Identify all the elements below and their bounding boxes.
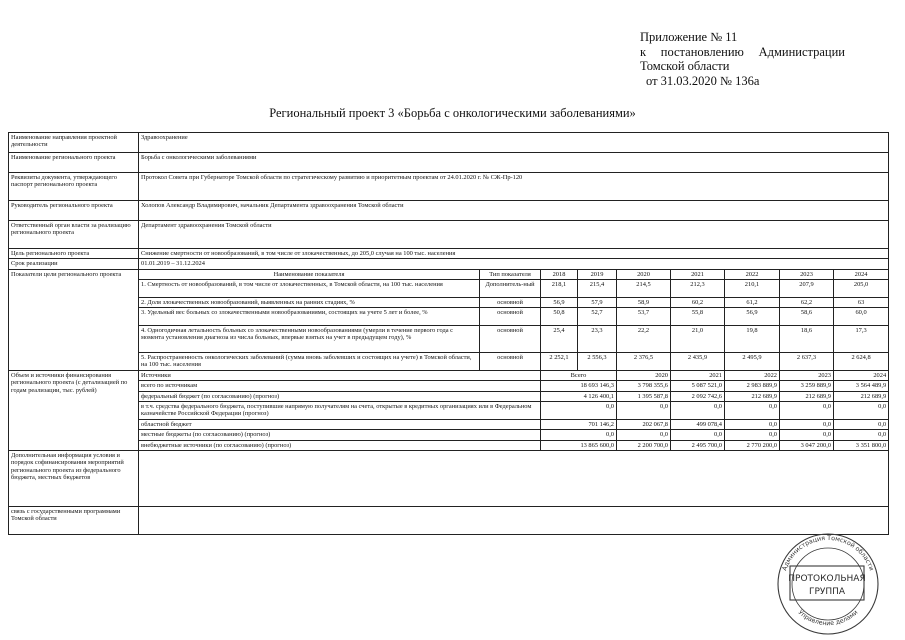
finance-value: 0,0	[617, 402, 671, 420]
indicator-header-year: 2022	[725, 269, 780, 279]
indicator-value: 207,9	[780, 279, 834, 297]
finance-source: местные бюджеты (по согласованию) (прогноз)	[139, 430, 541, 440]
finance-header-year: 2020	[617, 371, 671, 381]
finance-value: 0,0	[617, 430, 671, 440]
annex-line-3: Томской области	[640, 59, 730, 73]
row-direction	[9, 133, 889, 153]
value-requisites: Протокол Совета при Губернаторе Томской области по стратегическому развитию и приоритетным проектам от 24.01.2020 г. № СЖ-Пр-120	[139, 173, 889, 201]
finance-value: 0,0	[671, 430, 725, 440]
finance-source: в т.ч. средства федерального бюджета, поступившие напрямую получателям на счета, открытые в кредитных организациях или в Федеральном казначействе Российской Федерации (прогноз)	[139, 402, 541, 420]
finance-header-year: 2023	[780, 371, 834, 381]
indicator-value: 21,0	[671, 326, 725, 353]
indicator-value: 50,8	[541, 308, 578, 326]
finance-value: 499 078,4	[671, 420, 725, 430]
indicator-row	[9, 326, 889, 353]
finance-row	[9, 440, 889, 450]
finance-row	[9, 391, 889, 401]
value-authority: Департамент здравоохранения Томской области	[139, 221, 889, 249]
finance-value: 2 983 889,9	[725, 381, 780, 391]
finance-source: внебюджетные источники (по согласованию) (прогноз)	[139, 440, 541, 450]
finance-value: 212 689,9	[780, 391, 834, 401]
finance-value: 202 067,8	[617, 420, 671, 430]
indicator-name: 4. Одногодичная летальность больных со злокачественными новообразованиями (умерли в течение первого года с момента установления диагноза из числа больных, впервые взятых на учет в предыдущем году), %	[139, 326, 480, 353]
indicator-value: 17,3	[834, 326, 889, 353]
finance-header-year: 2022	[725, 371, 780, 381]
indicator-type: основной	[480, 308, 541, 326]
indicator-header-year: 2018	[541, 269, 578, 279]
indicator-value: 18,6	[780, 326, 834, 353]
indicator-value: 63	[834, 297, 889, 307]
indicator-header-name: Наименование показателя	[139, 269, 480, 279]
label-authority: Ответственный орган власти за реализацию регионального проекта	[9, 221, 139, 249]
finance-total: 0,0	[541, 430, 617, 440]
indicator-value: 55,8	[671, 308, 725, 326]
finance-row	[9, 430, 889, 440]
indicator-value: 60,2	[671, 297, 725, 307]
row-links	[9, 506, 889, 534]
finance-value: 0,0	[780, 430, 834, 440]
row-period	[9, 259, 889, 269]
indicator-value: 61,2	[725, 297, 780, 307]
indicator-value: 2 435,9	[671, 353, 725, 371]
indicator-value: 23,3	[578, 326, 617, 353]
finance-value: 2 770 200,0	[725, 440, 780, 450]
finance-value: 0,0	[725, 402, 780, 420]
finance-value: 3 047 200,0	[780, 440, 834, 450]
indicator-type: основной	[480, 326, 541, 353]
passport-table	[8, 132, 889, 535]
finance-value: 2 092 742,6	[671, 391, 725, 401]
finance-value: 212 689,9	[725, 391, 780, 401]
annex-line-4: от 31.03.2020 № 136а	[646, 73, 760, 88]
stamp-ring-text: Администрация Томской области	[781, 534, 875, 572]
finance-value: 1 395 587,8	[617, 391, 671, 401]
finance-total: 13 865 600,0	[541, 440, 617, 450]
finance-value: 0,0	[780, 420, 834, 430]
annex-line-2	[640, 45, 845, 60]
finance-header-total: Всего	[541, 371, 617, 381]
label-goal: Цель регионального проекта	[9, 249, 139, 259]
indicator-value: 58,6	[780, 308, 834, 326]
indicator-header-type: Тип показателя	[480, 269, 541, 279]
indicator-value: 2 624,8	[834, 353, 889, 371]
finance-source: федеральный бюджет (по согласованию) (прогноз)	[139, 391, 541, 401]
finance-value: 5 087 521,0	[671, 381, 725, 391]
stamp-icon	[766, 526, 888, 636]
finance-value: 0,0	[834, 420, 889, 430]
indicator-value: 53,7	[617, 308, 671, 326]
finance-total: 701 146,2	[541, 420, 617, 430]
indicator-name: 3. Удельный вес больных со злокачественными новообразованиями, состоящих на учете 5 лет и более, %	[139, 308, 480, 326]
finance-row	[9, 420, 889, 430]
finance-header-row	[9, 371, 889, 381]
indicator-value: 2 252,1	[541, 353, 578, 371]
finance-total: 18 693 146,3	[541, 381, 617, 391]
indicator-value: 2 495,9	[725, 353, 780, 371]
row-project-name	[9, 153, 889, 173]
value-head: Холопов Александр Владимирович, начальник Департамента здравоохранения Томской области	[139, 201, 889, 221]
label-head: Руководитель регионального проекта	[9, 201, 139, 221]
value-direction: Здравоохранение	[139, 133, 889, 153]
finance-value: 2 200 700,0	[617, 440, 671, 450]
indicator-value: 2 637,3	[780, 353, 834, 371]
row-goal	[9, 249, 889, 259]
finance-value: 3 798 355,6	[617, 381, 671, 391]
indicator-type: Дополнитель-ный	[480, 279, 541, 297]
indicator-value: 62,2	[780, 297, 834, 307]
indicator-name: 1. Смертность от новообразований, в том числе от злокачественных, в Томской области, на 100 тыс. населения	[139, 279, 480, 297]
finance-value: 0,0	[725, 430, 780, 440]
annex-line-1: Приложение № 11	[640, 30, 738, 44]
indicator-header-year: 2021	[671, 269, 725, 279]
label-requisites: Реквизиты документа, утверждающего паспорт регионального проекта	[9, 173, 139, 201]
finance-header-year: 2021	[671, 371, 725, 381]
indicator-type: основной	[480, 353, 541, 371]
indicator-value: 22,2	[617, 326, 671, 353]
finance-row	[9, 381, 889, 391]
indicator-row	[9, 308, 889, 326]
value-period: 01.01.2019 – 31.12.2024	[139, 259, 889, 269]
annex-block	[640, 30, 845, 88]
indicator-name: 5. Распространенность онкологических заболеваний (сумма вновь заболевших и состоящих на учете) в Томской области, на 100 тыс. населения	[139, 353, 480, 371]
annex-line-2-right: Администрации	[758, 44, 845, 59]
finance-value: 0,0	[834, 402, 889, 420]
indicator-value: 215,4	[578, 279, 617, 297]
indicator-value: 2 556,3	[578, 353, 617, 371]
finance-value: 0,0	[834, 430, 889, 440]
indicator-value: 57,9	[578, 297, 617, 307]
indicator-header-year: 2019	[578, 269, 617, 279]
label-period: Срок реализации	[9, 259, 139, 269]
finance-total: 4 126 400,1	[541, 391, 617, 401]
value-goal: Снижение смертности от новообразований, в том числе от злокачественных, до 205,0 случая на 100 тыс. населения	[139, 249, 889, 259]
finance-value: 3 564 489,9	[834, 381, 889, 391]
indicator-row	[9, 279, 889, 297]
annex-line-2-left: к	[640, 44, 647, 59]
annex-line-2-mid: постановлению	[660, 44, 744, 59]
document-title: Региональный проект 3 «Борьба с онкологическими заболеваниями»	[269, 106, 636, 120]
stamp-ring-text-bottom: Управление делами	[796, 608, 860, 628]
value-project-name: Борьба с онкологическими заболеваниями	[139, 153, 889, 173]
indicator-row	[9, 353, 889, 371]
label-project-name: Наименование регионального проекта	[9, 153, 139, 173]
finance-value: 0,0	[671, 402, 725, 420]
row-requisites	[9, 173, 889, 201]
indicators-header-row	[9, 269, 889, 279]
indicator-value: 205,0	[834, 279, 889, 297]
row-authority	[9, 221, 889, 249]
finance-source: всего по источникам	[139, 381, 541, 391]
finance-value: 0,0	[725, 420, 780, 430]
finance-source: областной бюджет	[139, 420, 541, 430]
label-links: связь с государственными программами Томской области	[9, 506, 139, 534]
indicator-value: 25,4	[541, 326, 578, 353]
row-additional	[9, 450, 889, 506]
finance-total: 0,0	[541, 402, 617, 420]
indicator-value: 212,3	[671, 279, 725, 297]
indicator-name: 2. Доля злокачественных новообразований, выявленных на ранних стадиях, %	[139, 297, 480, 307]
finance-value: 3 351 800,0	[834, 440, 889, 450]
indicator-value: 19,8	[725, 326, 780, 353]
row-head	[9, 201, 889, 221]
label-additional: Дополнительная информация условия и порядок софинансирования мероприятий регионального проекта из федерального бюджета, местных бюджетов	[9, 450, 139, 506]
indicator-value: 52,7	[578, 308, 617, 326]
finance-value: 0,0	[780, 402, 834, 420]
indicator-value: 214,5	[617, 279, 671, 297]
indicator-value: 56,9	[725, 308, 780, 326]
stamp-center-line-1: ПРОТОКОЛЬНАЯ	[788, 574, 866, 584]
indicator-value: 58,9	[617, 297, 671, 307]
indicator-value: 60,0	[834, 308, 889, 326]
finance-value: 2 495 700,0	[671, 440, 725, 450]
finance-value: 3 259 889,9	[780, 381, 834, 391]
value-additional	[139, 450, 889, 506]
finance-header-year: 2024	[834, 371, 889, 381]
finance-header-source: Источники	[139, 371, 541, 381]
indicator-type: основной	[480, 297, 541, 307]
indicator-value: 2 376,5	[617, 353, 671, 371]
finance-value: 212 689,9	[834, 391, 889, 401]
indicator-header-year: 2020	[617, 269, 671, 279]
indicator-value: 210,1	[725, 279, 780, 297]
label-indicators: Показатели цели регионального проекта	[9, 269, 139, 371]
label-finance: Объем и источники финансирования регионального проекта (с детализацией по годам реализации, тыс. рублей)	[9, 371, 139, 451]
stamp-center-line-2: ГРУППА	[808, 587, 846, 597]
label-direction: Наименование направления проектной деятельности	[9, 133, 139, 153]
finance-row	[9, 402, 889, 420]
indicator-row	[9, 297, 889, 307]
indicator-value: 218,1	[541, 279, 578, 297]
indicator-header-year: 2024	[834, 269, 889, 279]
indicator-header-year: 2023	[780, 269, 834, 279]
indicator-value: 56,9	[541, 297, 578, 307]
